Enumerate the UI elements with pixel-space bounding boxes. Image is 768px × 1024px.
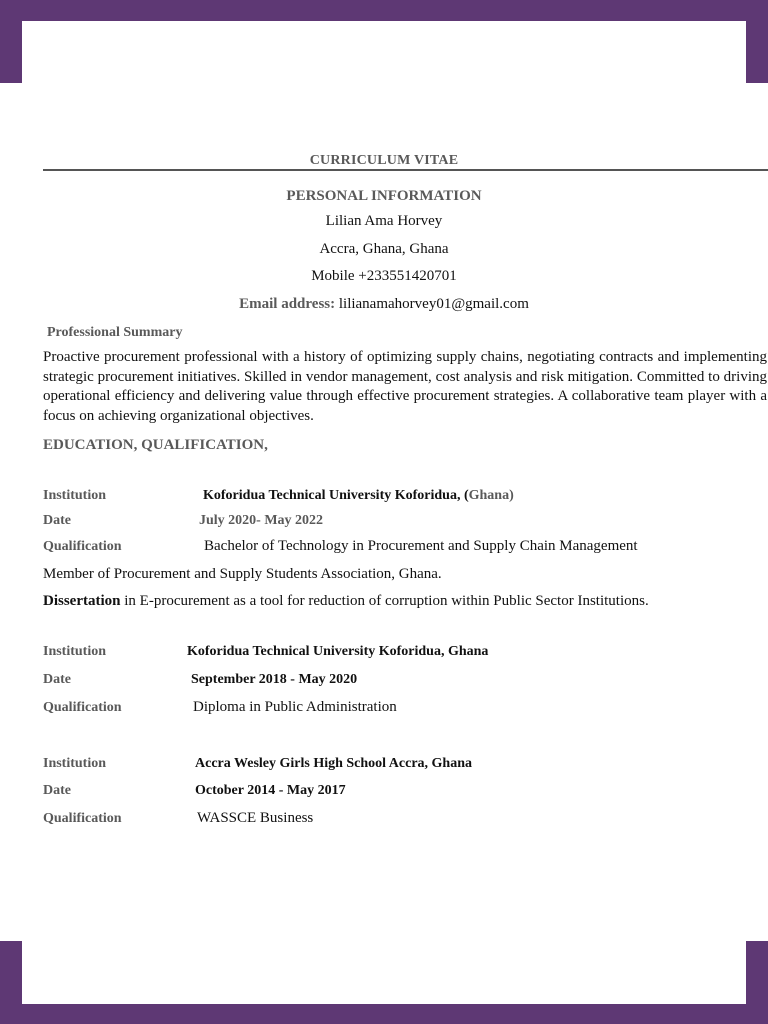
entry1-qualification-label: Qualification: [43, 539, 122, 554]
email-label: Email address:: [239, 296, 336, 312]
entry3-qualification: WASSCE Business: [197, 810, 314, 826]
summary-heading: Professional Summary: [47, 325, 183, 340]
entry3-qualification-label: Qualification: [43, 811, 122, 826]
page-border-right-top: [746, 0, 768, 83]
entry3-institution-label: Institution: [43, 756, 107, 771]
entry2-institution-label: Institution: [43, 644, 107, 659]
entry1-qualification: Bachelor of Technology in Procurement and Supply Chain Management: [204, 538, 638, 554]
membership-text: Member of Procurement and Supply Students Association, Ghana.: [43, 566, 442, 582]
education-heading: EDUCATION, QUALIFICATION,: [43, 437, 268, 453]
entry1-date-label: Date: [43, 513, 71, 528]
document-title: CURRICULUM VITAE: [309, 153, 459, 168]
person-mobile: Mobile +233551420701: [311, 268, 457, 284]
entry2-qualification: Diploma in Public Administration: [193, 699, 397, 715]
title-divider: [43, 169, 768, 171]
entry2-qualification-label: Qualification: [43, 700, 122, 715]
entry3-date: October 2014 - May 2017: [195, 783, 346, 798]
email-line: [0, 296, 768, 313]
entry2-date-label: Date: [43, 672, 71, 687]
entry1-institution-label: Institution: [43, 488, 107, 503]
page-border-top: [0, 0, 768, 21]
dissertation-line: [43, 593, 649, 610]
entry1-date: July 2020- May 2022: [199, 513, 324, 528]
entry2-institution: Koforidua Technical University Koforidua, Ghana: [187, 644, 489, 659]
entry1-institution-name: Koforidua Technical University Koforidua, (: [203, 488, 469, 503]
entry1-institution: [203, 488, 514, 504]
entry2-date: September 2018 - May 2020: [191, 672, 358, 687]
personal-info-heading: PERSONAL INFORMATION: [286, 188, 482, 204]
entry1-institution-country: Ghana): [468, 488, 514, 503]
person-location: Accra, Ghana, Ghana: [319, 241, 449, 257]
dissertation-label: Dissertation: [43, 593, 121, 609]
entry3-date-label: Date: [43, 783, 71, 798]
page-border-bottom: [0, 1004, 768, 1024]
person-name: Lilian Ama Horvey: [325, 213, 443, 229]
email-value[interactable]: lilianamahorvey01@gmail.com: [338, 296, 529, 312]
dissertation-text: in E-procurement as a tool for reduction of corruption within Public Sector Institutions.: [120, 593, 649, 609]
entry3-institution: Accra Wesley Girls High School Accra, Ghana: [195, 756, 473, 771]
summary-text: Proactive procurement professional with a history of optimizing supply chains, negotiating contracts and implementing strategic procurement initiatives. Skilled in vendor management, cost analysis and risk mitigation. Committed to driving operational efficiency and delivering value through effective procurement strategies. A collaborative team player with a focus on achieving organizational objectives.: [43, 349, 767, 424]
page-border-left-top: [0, 0, 22, 83]
